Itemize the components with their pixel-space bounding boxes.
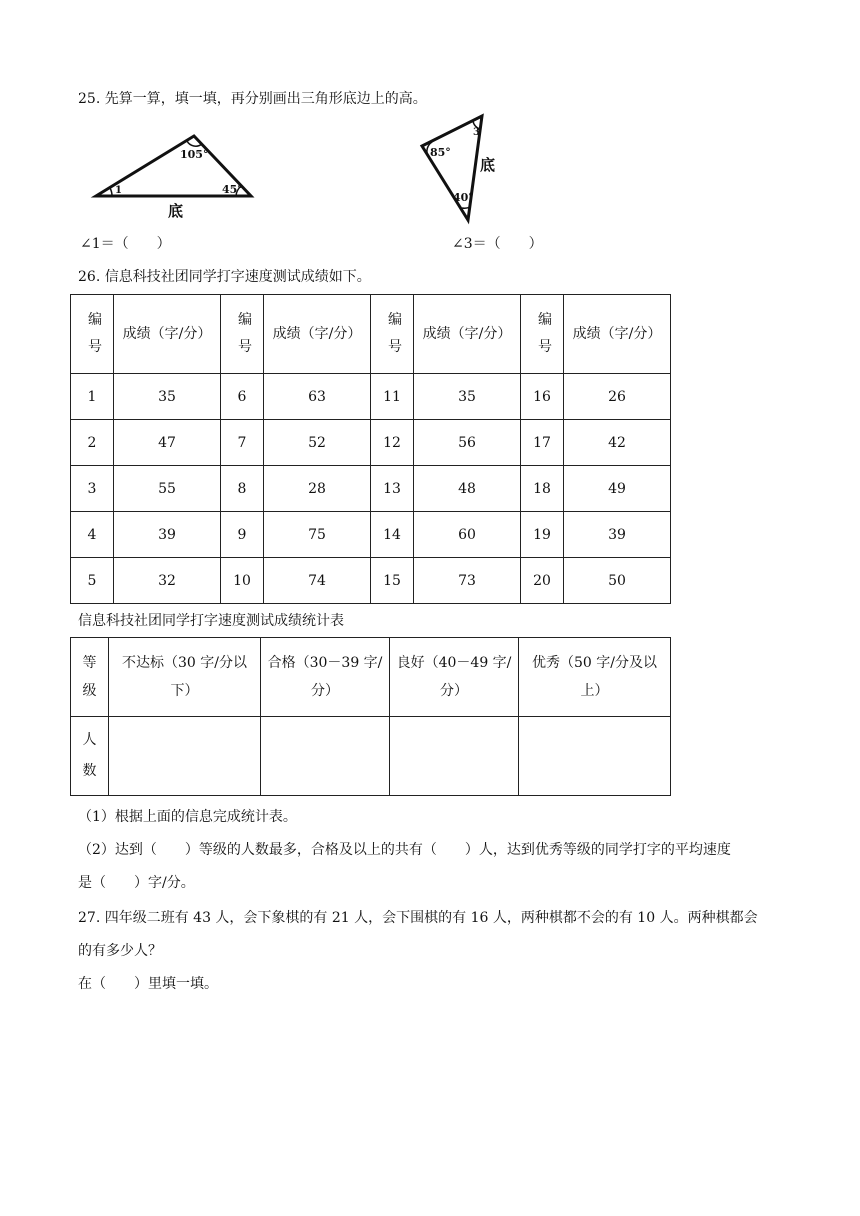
- id-cell: 20: [521, 558, 564, 604]
- stats-table: [70, 637, 671, 796]
- stats-table-header-row: [71, 638, 671, 717]
- triangle-1-figure: [88, 128, 268, 223]
- table-row: [71, 512, 671, 558]
- id-cell: 9: [221, 512, 264, 558]
- grade-excellent-header: 优秀（50 字/分及以上）: [519, 638, 671, 717]
- id-cell: 10: [221, 558, 264, 604]
- q26-sub2-line1: （2）达到（ ）等级的人数最多，合格及以上的共有（ ）人，达到优秀等级的同学打字的平均速度: [78, 842, 731, 858]
- q27-line3: 在（ ）里填一填。: [78, 976, 218, 992]
- q27-line1: 27. 四年级二班有 43 人，会下象棋的有 21 人，会下围棋的有 16 人，两种棋都不会的有 10 人。两种棋都会: [78, 910, 758, 926]
- score-cell: 28: [264, 466, 371, 512]
- q27-line2: 的有多少人？: [78, 943, 162, 959]
- header-score: 成绩（字/分）: [564, 295, 671, 374]
- id-cell: 6: [221, 374, 264, 420]
- score-cell: 26: [564, 374, 671, 420]
- score-cell: 39: [564, 512, 671, 558]
- count-label: 人数: [71, 717, 109, 796]
- grade-pass-header: 合格（30－39 字/分）: [261, 638, 390, 717]
- id-cell: 1: [71, 374, 114, 420]
- triangle-1-angle-top-label: 105°: [180, 148, 209, 161]
- id-cell: 16: [521, 374, 564, 420]
- score-cell: 74: [264, 558, 371, 604]
- stats-table-title: 信息科技社团同学打字速度测试成绩统计表: [78, 613, 344, 629]
- score-table: [70, 294, 671, 604]
- score-cell: 56: [414, 420, 521, 466]
- score-cell: 32: [114, 558, 221, 604]
- triangle-2-angle-left-label: 85°: [430, 146, 451, 159]
- triangle-2-angle-top-label: 3: [473, 127, 480, 138]
- grade-good-header: 良好（40－49 字/分）: [390, 638, 519, 717]
- id-cell: 15: [371, 558, 414, 604]
- triangle-2-figure: [410, 108, 520, 233]
- table-row: [71, 558, 671, 604]
- count-good-cell[interactable]: [390, 717, 519, 796]
- id-cell: 12: [371, 420, 414, 466]
- score-cell: 35: [114, 374, 221, 420]
- count-excellent-cell[interactable]: [519, 717, 671, 796]
- id-cell: 19: [521, 512, 564, 558]
- header-score: 成绩（字/分）: [414, 295, 521, 374]
- score-cell: 60: [414, 512, 521, 558]
- id-cell: 5: [71, 558, 114, 604]
- grade-fail-header: 不达标（30 字/分以下）: [109, 638, 261, 717]
- score-cell: 48: [414, 466, 521, 512]
- score-cell: 55: [114, 466, 221, 512]
- triangle-1-angle-left-label: 1: [115, 185, 122, 196]
- id-cell: 7: [221, 420, 264, 466]
- id-cell: 18: [521, 466, 564, 512]
- header-id: 编号: [71, 295, 114, 374]
- header-id: 编号: [221, 295, 264, 374]
- score-cell: 73: [414, 558, 521, 604]
- count-fail-cell[interactable]: [109, 717, 261, 796]
- id-cell: 11: [371, 374, 414, 420]
- table-row: [71, 420, 671, 466]
- score-cell: 63: [264, 374, 371, 420]
- score-cell: 52: [264, 420, 371, 466]
- triangle-2-base-label: 底: [480, 156, 496, 174]
- id-cell: 8: [221, 466, 264, 512]
- header-score: 成绩（字/分）: [114, 295, 221, 374]
- triangle-2-angle-bottom-arc: [462, 207, 470, 208]
- q26-title: 26. 信息科技社团同学打字速度测试成绩如下。: [78, 269, 371, 285]
- id-cell: 17: [521, 420, 564, 466]
- score-cell: 50: [564, 558, 671, 604]
- q26-sub1: （1）根据上面的信息完成统计表。: [78, 809, 297, 825]
- q25-title: 25. 先算一算，填一填，再分别画出三角形底边上的高。: [78, 91, 427, 107]
- table-row: [71, 466, 671, 512]
- header-score: 成绩（字/分）: [264, 295, 371, 374]
- id-cell: 13: [371, 466, 414, 512]
- stats-count-row: [71, 717, 671, 796]
- count-pass-cell[interactable]: [261, 717, 390, 796]
- triangle-1-base-label: 底: [168, 202, 184, 220]
- q25-answer-angle3: ∠3＝（ ）: [452, 236, 543, 252]
- header-id: 编号: [521, 295, 564, 374]
- triangle-1-angle-right-label: 45°: [222, 183, 243, 196]
- table-row: [71, 374, 671, 420]
- q25-answer-angle1: ∠1＝（ ）: [80, 236, 171, 252]
- id-cell: 3: [71, 466, 114, 512]
- score-cell: 47: [114, 420, 221, 466]
- score-table-header-row: [71, 295, 671, 374]
- header-id: 编号: [371, 295, 414, 374]
- grade-header: 等级: [71, 638, 109, 717]
- id-cell: 4: [71, 512, 114, 558]
- score-cell: 39: [114, 512, 221, 558]
- score-cell: 49: [564, 466, 671, 512]
- score-cell: 35: [414, 374, 521, 420]
- score-cell: 42: [564, 420, 671, 466]
- q26-sub2-line2: 是（ ）字/分。: [78, 875, 195, 891]
- score-cell: 75: [264, 512, 371, 558]
- id-cell: 2: [71, 420, 114, 466]
- triangle-2-angle-bottom-label: 40°: [453, 191, 474, 204]
- id-cell: 14: [371, 512, 414, 558]
